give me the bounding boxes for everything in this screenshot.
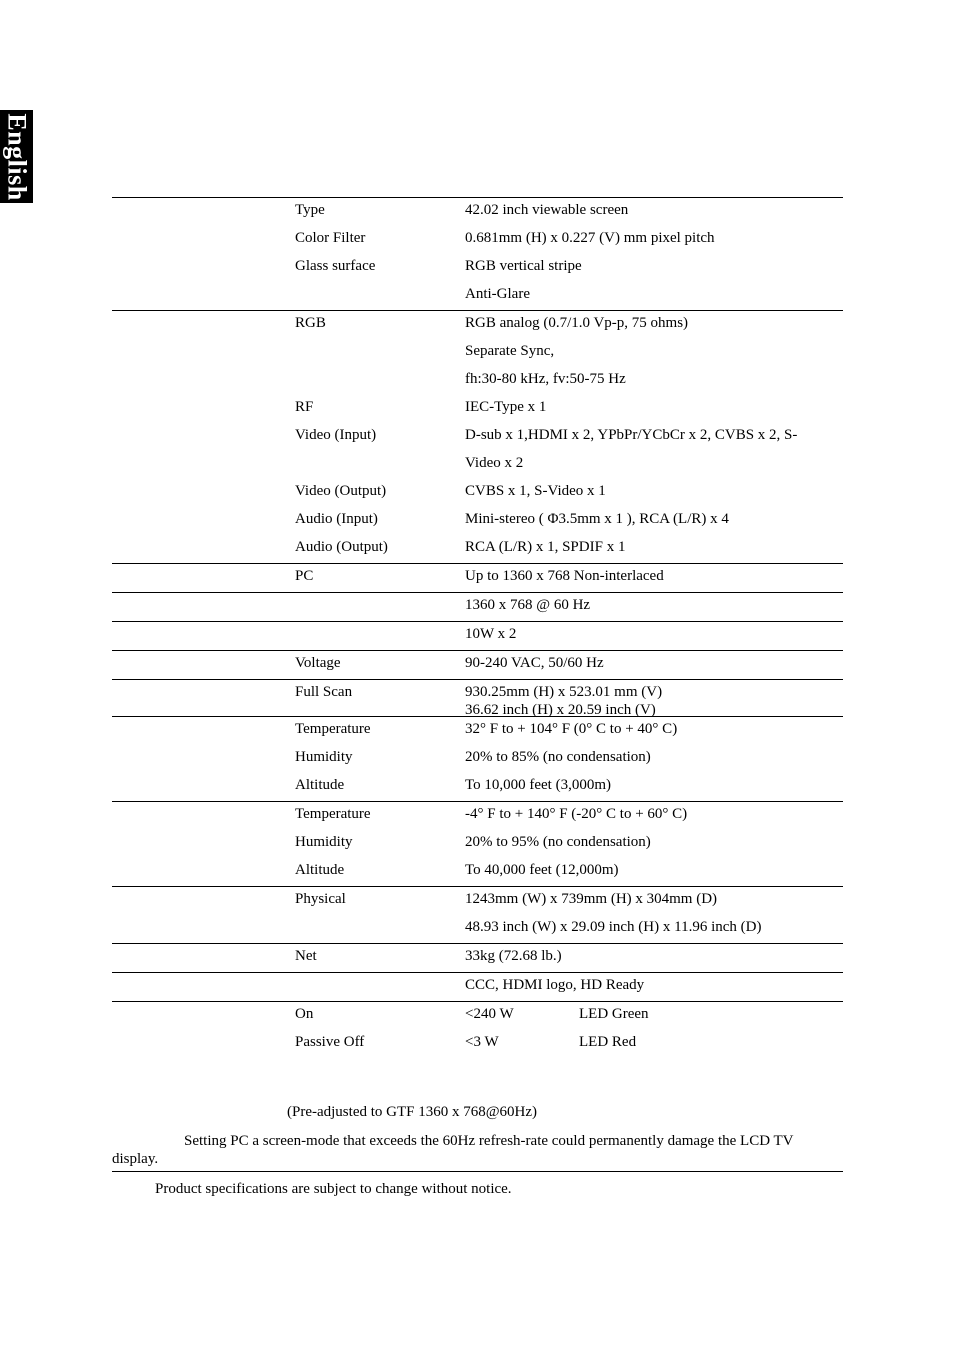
- spec-value: 42.02 inch viewable screen: [465, 202, 629, 218]
- spec-label: Temperature: [295, 806, 371, 822]
- spec-group: [112, 972, 843, 1001]
- spec-value: CVBS x 1, S-Video x 1: [465, 483, 606, 499]
- spec-group: [112, 592, 843, 621]
- spec-group: [112, 310, 843, 563]
- language-tab-label: English: [2, 112, 32, 201]
- spec-value: <3 W: [465, 1034, 499, 1050]
- spec-label: Video (Output): [295, 483, 387, 499]
- spec-label: Audio (Input): [295, 511, 378, 527]
- spec-label: Full Scan: [295, 684, 353, 700]
- spec-value: To 40,000 feet (12,000m): [465, 862, 619, 878]
- spec-value: 33kg (72.68 lb.): [465, 948, 562, 964]
- spec-value: RCA (L/R) x 1, SPDIF x 1: [465, 539, 626, 555]
- spec-row: [112, 423, 843, 451]
- specification-table: [112, 197, 843, 1058]
- spec-row: [112, 622, 843, 650]
- table-bottom-rule: [112, 1171, 843, 1172]
- spec-label: PC: [295, 568, 314, 584]
- spec-label: RF: [295, 399, 314, 415]
- spec-value: 0.681mm (H) x 0.227 (V) mm pixel pitch: [465, 230, 715, 246]
- spec-value: -4° F to + 140° F (-20° C to + 60° C): [465, 806, 688, 822]
- spec-value: Mini-stereo ( Φ3.5mm x 1 ), RCA (L/R) x 4: [465, 511, 729, 527]
- warning-note: [112, 1132, 843, 1168]
- spec-value: <240 W: [465, 1006, 514, 1022]
- spec-label: Color Filter: [295, 230, 366, 246]
- spec-row: [112, 973, 843, 1001]
- spec-value: fh:30-80 kHz, fv:50-75 Hz: [465, 371, 626, 387]
- spec-value: D-sub x 1,HDMI x 2, YPbPr/YCbCr x 2, CVBS x 2, S-: [465, 427, 798, 443]
- spec-value: Video x 2: [465, 455, 524, 471]
- spec-value: 10W x 2: [465, 626, 517, 642]
- spec-row: [112, 830, 843, 858]
- spec-row: [112, 311, 843, 339]
- spec-row: [112, 535, 843, 563]
- spec-group: [112, 801, 843, 886]
- spec-row: [112, 254, 843, 282]
- spec-indicator: LED Red: [579, 1034, 637, 1050]
- spec-label: Voltage: [295, 655, 341, 671]
- spec-label: On: [295, 1006, 314, 1022]
- spec-value: Up to 1360 x 768 Non-interlaced: [465, 568, 664, 584]
- spec-row: [112, 282, 843, 310]
- warning-line-2: display.: [112, 1151, 159, 1167]
- spec-row: [112, 717, 843, 745]
- spec-label: Passive Off: [295, 1034, 365, 1050]
- spec-row: [112, 944, 843, 972]
- spec-label: Humidity: [295, 834, 353, 850]
- spec-row: [112, 339, 843, 367]
- spec-value: 20% to 85% (no condensation): [465, 749, 651, 765]
- spec-label: Audio (Output): [295, 539, 388, 555]
- language-tab: [0, 110, 33, 203]
- spec-label: Net: [295, 948, 317, 964]
- spec-label: Altitude: [295, 862, 345, 878]
- spec-label: Temperature: [295, 721, 371, 737]
- spec-group: [112, 943, 843, 972]
- spec-row: [112, 680, 843, 716]
- spec-row: [112, 564, 843, 592]
- spec-row: [112, 858, 843, 886]
- spec-row: [112, 593, 843, 621]
- spec-label: Physical: [295, 891, 346, 907]
- spec-row: [112, 451, 843, 479]
- spec-label: Type: [295, 202, 325, 218]
- spec-row: [112, 198, 843, 226]
- warning-line-1: Setting PC a screen-mode that exceeds the 60Hz refresh-rate could permanently damage the LCD TV: [184, 1133, 794, 1149]
- spec-value: [465, 683, 662, 719]
- spec-row: [112, 395, 843, 423]
- spec-group: [112, 716, 843, 801]
- spec-label: Altitude: [295, 777, 345, 793]
- spec-value-line-1: 930.25mm (H) x 523.01 mm (V): [465, 684, 663, 700]
- spec-group: [112, 886, 843, 943]
- spec-indicator: LED Green: [579, 1006, 649, 1022]
- spec-row: [112, 773, 843, 801]
- spec-group: [112, 1001, 843, 1058]
- spec-value: 1243mm (W) x 739mm (H) x 304mm (D): [465, 891, 718, 907]
- spec-value: IEC-Type x 1: [465, 399, 547, 415]
- preadjusted-note: (Pre-adjusted to GTF 1360 x 768@60Hz): [287, 1104, 538, 1120]
- spec-value: To 10,000 feet (3,000m): [465, 777, 612, 793]
- spec-value: RGB analog (0.7/1.0 Vp-p, 75 ohms): [465, 315, 689, 331]
- spec-row: [112, 507, 843, 535]
- disclaimer-note: Product specifications are subject to change without notice.: [155, 1181, 512, 1197]
- spec-value-line-2: 36.62 inch (H) x 20.59 inch (V): [465, 702, 656, 718]
- spec-group: [112, 650, 843, 679]
- spec-row: [112, 367, 843, 395]
- spec-value: CCC, HDMI logo, HD Ready: [465, 977, 645, 993]
- spec-group: [112, 621, 843, 650]
- spec-group: [112, 679, 843, 716]
- spec-row: [112, 479, 843, 507]
- spec-value: 20% to 95% (no condensation): [465, 834, 651, 850]
- spec-value: RGB vertical stripe: [465, 258, 582, 274]
- spec-row: [112, 1030, 843, 1058]
- spec-row: [112, 915, 843, 943]
- spec-group: [112, 563, 843, 592]
- spec-row: [112, 1002, 843, 1030]
- spec-value: 1360 x 768 @ 60 Hz: [465, 597, 591, 613]
- spec-value: 90-240 VAC, 50/60 Hz: [465, 655, 604, 671]
- spec-row: [112, 802, 843, 830]
- spec-label: Humidity: [295, 749, 353, 765]
- spec-label: RGB: [295, 315, 326, 331]
- spec-value: Separate Sync,: [465, 343, 555, 359]
- spec-row: [112, 651, 843, 679]
- spec-value: Anti-Glare: [465, 286, 530, 302]
- spec-label: Video (Input): [295, 427, 377, 443]
- spec-group: [112, 197, 843, 310]
- spec-row: [112, 887, 843, 915]
- spec-row: [112, 745, 843, 773]
- spec-value: 32° F to + 104° F (0° C to + 40° C): [465, 721, 678, 737]
- spec-row: [112, 226, 843, 254]
- spec-value: 48.93 inch (W) x 29.09 inch (H) x 11.96 inch (D): [465, 919, 762, 935]
- spec-label: Glass surface: [295, 258, 376, 274]
